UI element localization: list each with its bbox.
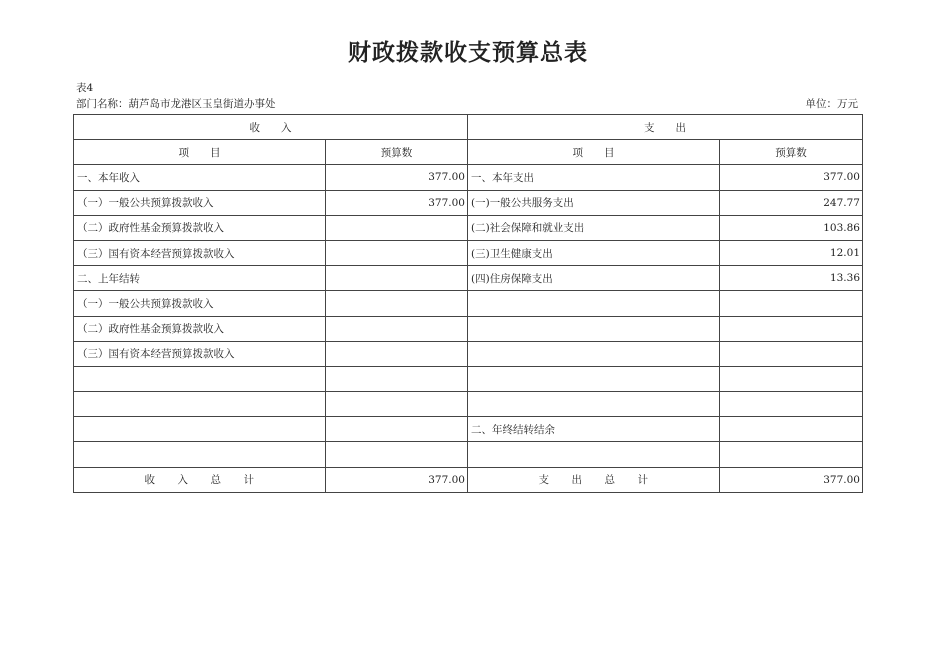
income-value-cell (326, 291, 468, 316)
page-title: 财政拨款收支预算总表 (348, 39, 588, 66)
expense-item-cell (468, 341, 720, 366)
table-row (74, 165, 863, 190)
income-value-cell (326, 341, 468, 366)
table-row (74, 341, 863, 366)
department-label: 部门名称：葫芦岛市龙港区玉皇街道办事处 (76, 98, 276, 110)
expense-value-cell (720, 392, 863, 417)
table-row (74, 417, 863, 442)
expense-item-cell: (四)住房保障支出 (468, 266, 720, 291)
totals-row (74, 467, 863, 492)
income-value-cell (326, 442, 468, 467)
expense-value-cell (720, 316, 863, 341)
income-item-cell: （二）政府性基金预算拨款收入 (74, 215, 326, 240)
table-row (74, 215, 863, 240)
income-item-cell (74, 392, 326, 417)
column-header-row (74, 140, 863, 165)
expense-value-cell (720, 341, 863, 366)
expense-value-cell (720, 417, 863, 442)
income-section-header: 收 入 (74, 115, 468, 140)
expense-total-value: 377.00 (720, 467, 863, 492)
section-header-row (74, 115, 863, 140)
income-budget-header: 预算数 (326, 140, 468, 165)
expense-value-cell: 13.36 (720, 266, 863, 291)
expense-section-header: 支 出 (468, 115, 863, 140)
table-row (74, 366, 863, 391)
income-item-cell: 二、上年结转 (74, 266, 326, 291)
table-id-label: 表4 (76, 82, 94, 94)
table-row (74, 240, 863, 265)
income-value-cell (326, 215, 468, 240)
table-row (74, 392, 863, 417)
table-row (74, 316, 863, 341)
income-item-cell: （一）一般公共预算拨款收入 (74, 291, 326, 316)
table-row (74, 291, 863, 316)
expense-budget-header: 预算数 (720, 140, 863, 165)
expense-value-cell: 377.00 (720, 165, 863, 190)
income-value-cell (326, 240, 468, 265)
income-value-cell (326, 392, 468, 417)
expense-value-cell: 103.86 (720, 215, 863, 240)
income-item-cell: （二）政府性基金预算拨款收入 (74, 316, 326, 341)
income-item-cell (74, 442, 326, 467)
income-item-cell: （三）国有资本经营预算拨款收入 (74, 341, 326, 366)
table-row (74, 442, 863, 467)
expense-item-cell (468, 291, 720, 316)
income-item-cell: （三）国有资本经营预算拨款收入 (74, 240, 326, 265)
expense-item-header: 项 目 (468, 140, 720, 165)
expense-value-cell: 247.77 (720, 190, 863, 215)
income-item-cell (74, 417, 326, 442)
expense-value-cell (720, 366, 863, 391)
income-item-cell: （一）一般公共预算拨款收入 (74, 190, 326, 215)
expense-item-cell: 一、本年支出 (468, 165, 720, 190)
expense-item-cell (468, 442, 720, 467)
expense-item-cell: (三)卫生健康支出 (468, 240, 720, 265)
unit-label: 单位：万元 (805, 98, 858, 110)
income-value-cell: 377.00 (326, 190, 468, 215)
income-total-label: 收 入 总 计 (74, 467, 326, 492)
income-value-cell (326, 417, 468, 442)
income-value-cell: 377.00 (326, 165, 468, 190)
income-value-cell (326, 366, 468, 391)
expense-value-cell (720, 291, 863, 316)
expense-value-cell (720, 442, 863, 467)
expense-item-cell: (二)社会保障和就业支出 (468, 215, 720, 240)
expense-value-cell: 12.01 (720, 240, 863, 265)
income-total-value: 377.00 (326, 467, 468, 492)
table-row (74, 190, 863, 215)
income-item-cell (74, 366, 326, 391)
income-value-cell (326, 266, 468, 291)
expense-item-cell: (一)一般公共服务支出 (468, 190, 720, 215)
expense-item-cell (468, 392, 720, 417)
expense-item-cell (468, 316, 720, 341)
budget-summary-table (73, 114, 863, 493)
expense-item-cell: 二、年终结转结余 (468, 417, 720, 442)
expense-total-label: 支 出 总 计 (468, 467, 720, 492)
income-item-cell: 一、本年收入 (74, 165, 326, 190)
income-item-header: 项 目 (74, 140, 326, 165)
expense-item-cell (468, 366, 720, 391)
income-value-cell (326, 316, 468, 341)
table-row (74, 266, 863, 291)
